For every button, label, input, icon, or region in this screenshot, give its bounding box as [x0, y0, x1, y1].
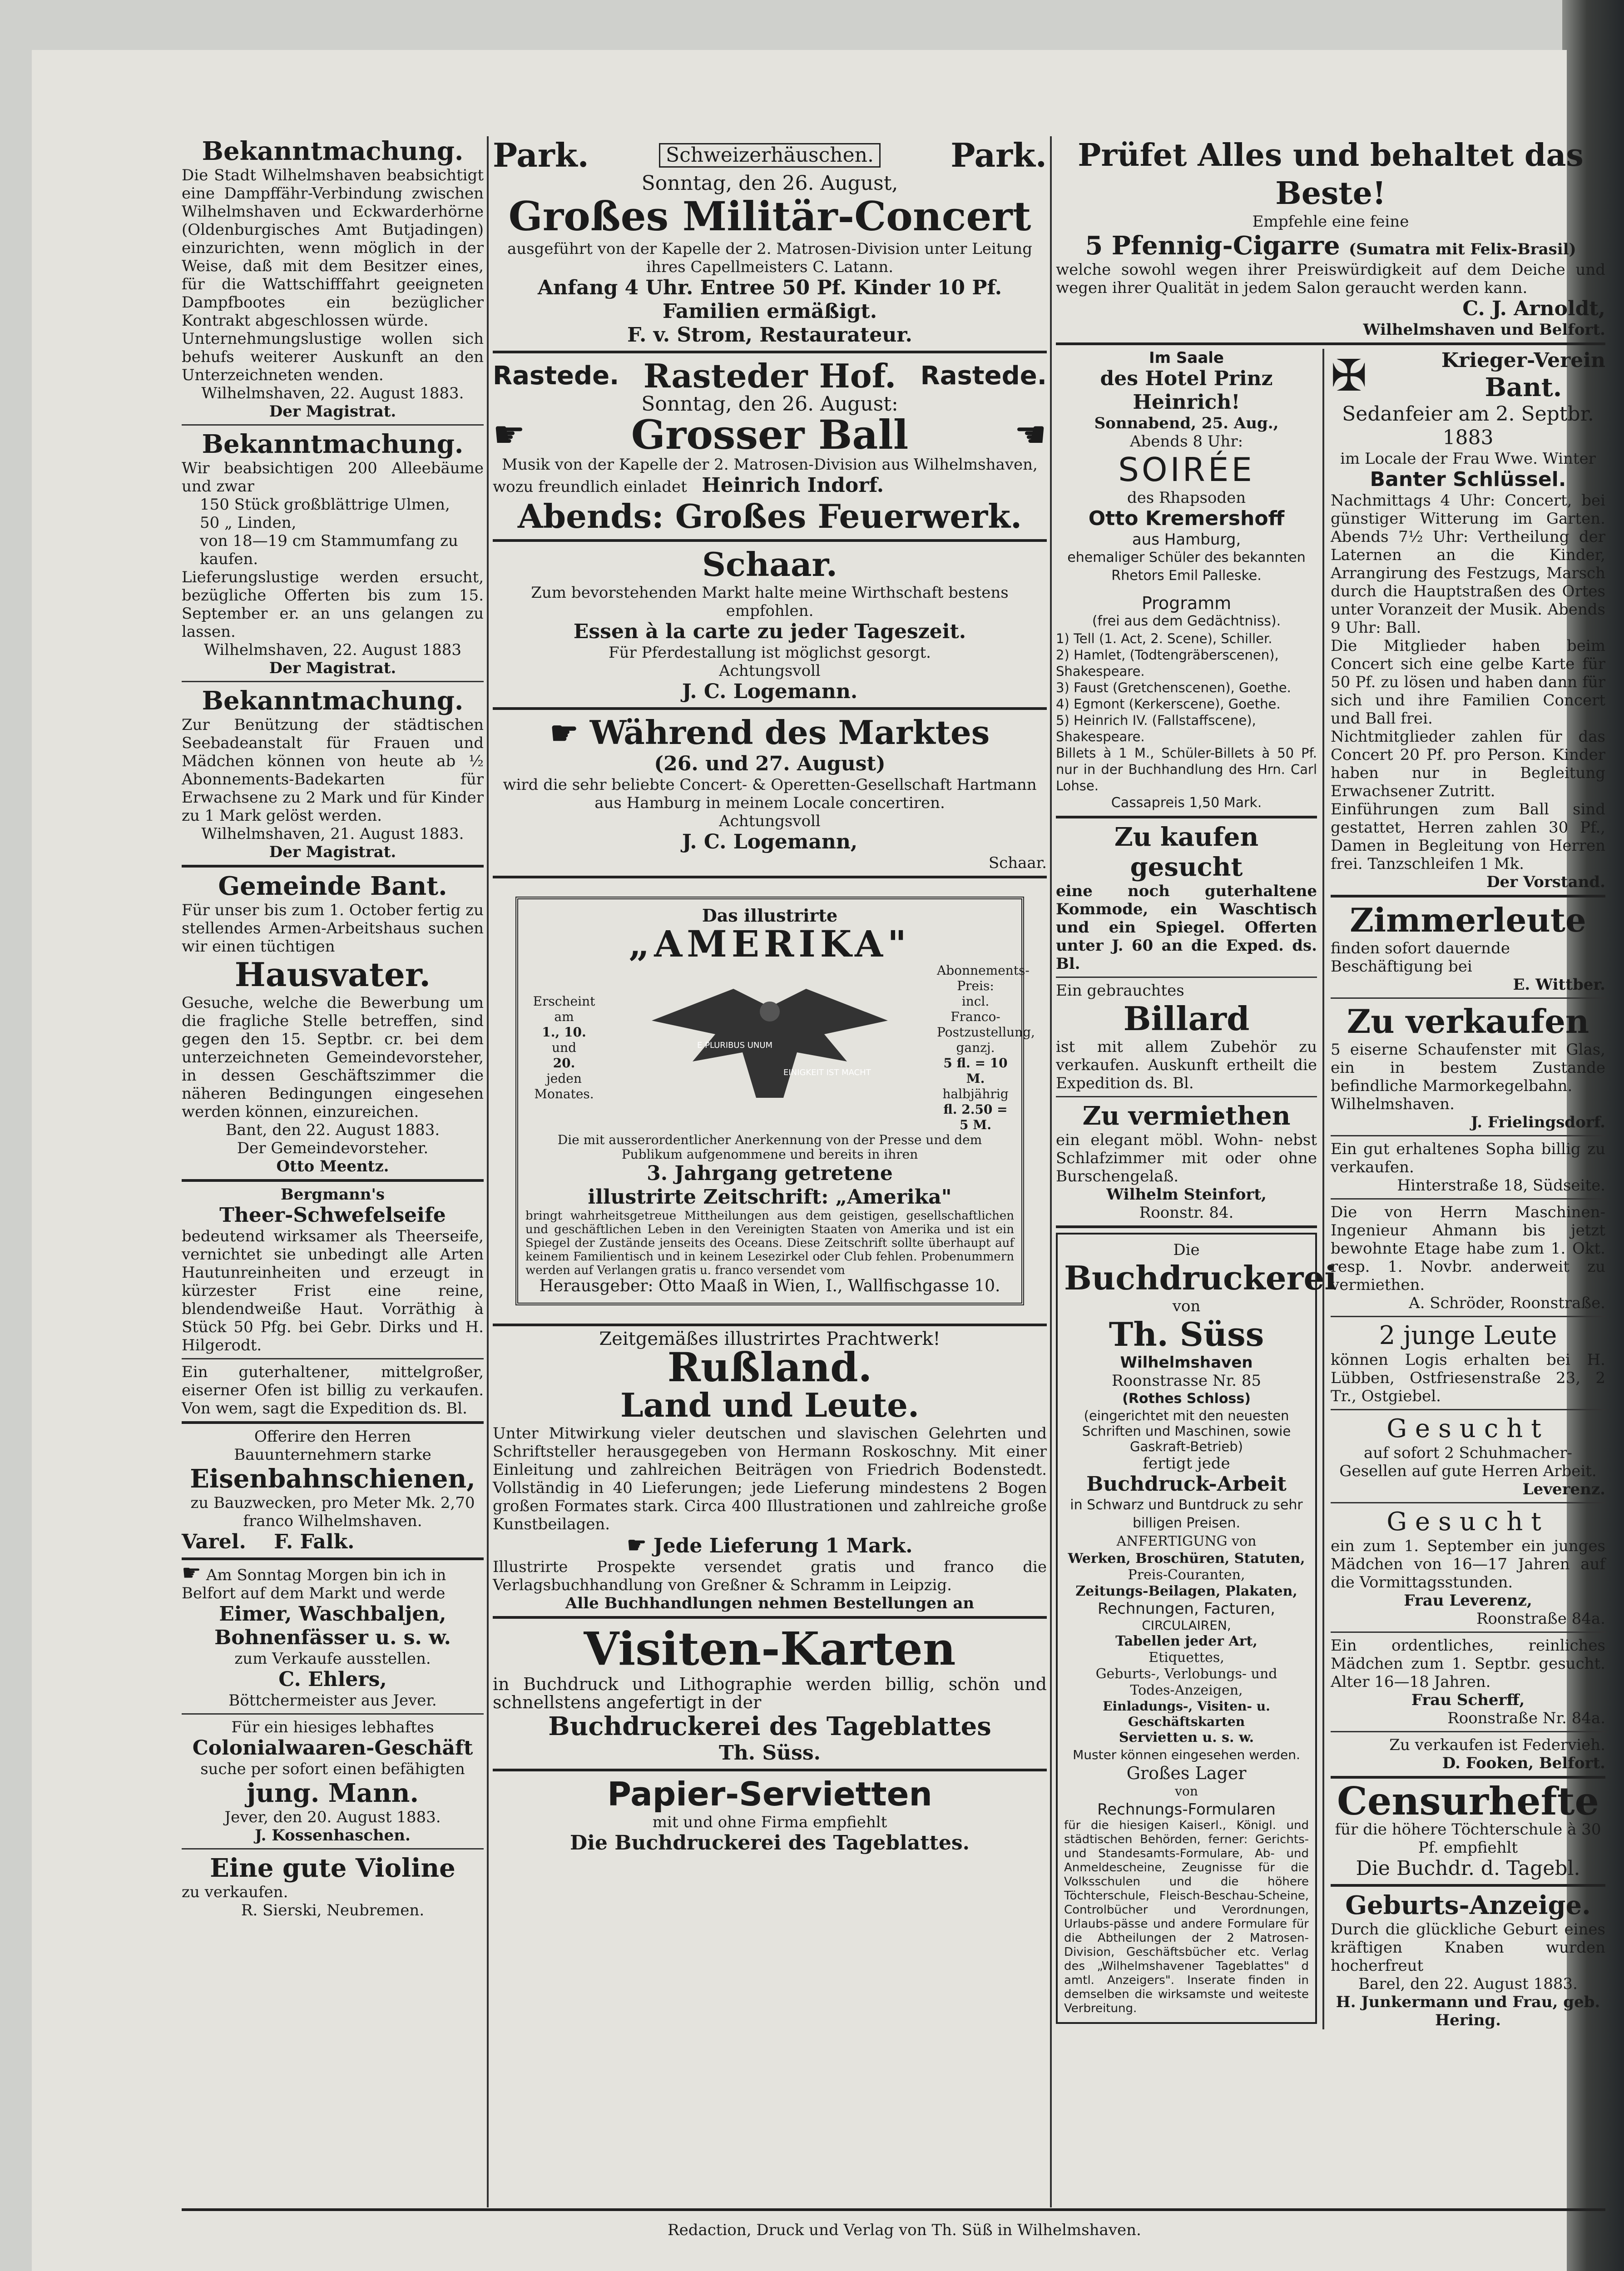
ad-text: 20. [553, 1056, 575, 1071]
divider [493, 876, 1047, 878]
ad-text: 5 eiserne Schaufenster mit Glas, ein in bestem Zustande befindliche Marmorkegelbahn. [1331, 1041, 1605, 1095]
ad-signature [182, 1530, 484, 1554]
divider [182, 865, 484, 868]
ad-text: Unter Mitwirkung vieler deutschen und slavischen Gelehrten und Schriftsteller herausgegeben von Hermann Roskoschny. Mit einer Einleitung und zahlreichen Beiträgen von Friedrich Bodenstedt. Vollständig in 40 Lieferungen; jede Lieferung mindestens 2 Bogen großen Formates stark. Circa 400 Illustrationen und zahlreiche große Kunstbeilagen. [493, 1424, 1047, 1533]
ad-text: können Logis erhalten bei H. Lübben, Ostfriesenstraße 23, 2 Tr., Ostgiebel. [1331, 1351, 1605, 1405]
ad-title: Zu kaufen gesucht [1114, 822, 1259, 882]
ad-headline: Essen à la carte zu jeder Tageszeit. [573, 620, 966, 643]
ad-place: Varel. [182, 1530, 246, 1553]
ad-address: Roonstraße Nr. 84a. [1447, 1709, 1605, 1727]
ad-text: auf sofort 2 Schuhmacher-Gesellen auf gute Herren Arbeit. [1339, 1444, 1597, 1480]
ad-title: Gemeinde Bant. [218, 871, 447, 901]
ad-text: zu Bauzwecken, pro Meter Mk. 2,70 franco Wilhelmshaven. [190, 1494, 475, 1530]
ad-russland [493, 1330, 1047, 1612]
program-item: 4) Egmont (Kerkerscene), Goethe. [1056, 696, 1281, 712]
ad-subtitle: (26. und 27. August) [654, 752, 886, 775]
ad-subtitle: Rechnungs-Formularen [1097, 1800, 1276, 1819]
ad-rooms [1056, 1101, 1317, 1222]
ad-market-concert [493, 714, 1047, 872]
ad-title: Theer-Schwefelseife [219, 1204, 446, 1227]
ad-title: Geburts-Anzeige. [1345, 1890, 1591, 1920]
divider [182, 1358, 484, 1359]
ad-text: mit und ohne Firma empfiehlt [652, 1813, 887, 1831]
ad-title: Visiten-Karten [584, 1622, 956, 1676]
ad-visiting-cards [493, 1622, 1047, 1765]
service-item: Werken, Broschüren, Statuten, [1068, 1551, 1305, 1567]
iron-cross-icon: ✠ [1331, 350, 1367, 401]
ad-header-mid: Schweizerhäuschen. [659, 143, 881, 168]
ad-text: jeden Monates. [534, 1071, 594, 1101]
service-item: Todes-Anzeigen, [1130, 1682, 1243, 1698]
ad-text: bedeutend wirksamer als Theerseife, vernichtet sie unbedingt alle Arten Hautunreinheiten und erzeugt in kürzester Frist eine reine, blendendweiße Haut. Vorräthig à Stück 50 Pfg. bei Gebr. Dirks und H. Hilgerodt. [182, 1227, 484, 1354]
ad-name: F. Falk. [274, 1530, 355, 1553]
ad-floor [1331, 1203, 1605, 1312]
ad-maid [1331, 1636, 1605, 1727]
ad-lodging [1331, 1321, 1605, 1405]
ad-headline: Eisenbahnschienen, [190, 1464, 475, 1494]
ad-text: ist mit allem Zubehör zu verkaufen. Auskunft ertheilt die Expedition ds. Bl. [1056, 1038, 1317, 1092]
ad-headline: Colonialwaaren-Geschäft [192, 1736, 473, 1760]
ad-pre: Das illustrirte [702, 905, 838, 926]
ad-birth [1331, 1890, 1605, 2029]
divider [1331, 997, 1605, 999]
ad-park-concert [493, 136, 1047, 347]
ad-text: incl. Franco-Postzustellung, ganzj. [937, 994, 1035, 1055]
service-item: Etiquettes, [1149, 1650, 1224, 1666]
service-item: Preis-Couranten, [1128, 1567, 1245, 1583]
ad-text: von [1172, 1297, 1201, 1315]
column-right [1056, 136, 1605, 2029]
ad-title: Zu vermiethen [1082, 1101, 1291, 1131]
ad-headline: Eimer, Waschbaljen, Bohnenfässer u. s. w. [214, 1602, 451, 1649]
ad-headline: Buchdruck-Arbeit [1086, 1473, 1287, 1496]
ad-place: Wilhelmshaven und Belfort. [1363, 321, 1605, 339]
ad-headline: Alle Buchhandlungen nehmen Bestellungen an [565, 1594, 975, 1612]
divider [1331, 1135, 1605, 1136]
divider [493, 1616, 1047, 1619]
ad-carpenters [1331, 901, 1605, 994]
ad-billiard [1056, 982, 1317, 1092]
ad-signature: Frau Leverenz, [1404, 1592, 1532, 1610]
ad-address: Hinterstraße 18, Südseite. [1397, 1176, 1605, 1195]
ad-header-right: Park. [951, 136, 1047, 174]
ad-text: Gesuche, welche die Bewerbung um die fragliche Stelle betreffen, sind gegen den 15. Septbr. cr. bei dem unterzeichneten Gemeindevorsteher, in dessen Geschäftszimmer die näheren Bedingungen eingesehen werden können, einzureichen. [182, 994, 484, 1121]
divider [493, 707, 1047, 710]
ad-year: 1883 [1442, 426, 1494, 449]
notice-text: Wir beabsichtigen 200 Alleebäume und zwar [182, 459, 484, 496]
ad-text: Für unser bis zum 1. October fertig zu stellendes Armen-Arbeitshaus suchen wir einen tüchtigen [182, 901, 484, 956]
ad-title: Buchdruckerei [1064, 1259, 1337, 1297]
ad-text: im Locale der Frau Wwe. Winter [1340, 450, 1596, 468]
ad-rastede-ball [493, 357, 1047, 536]
ad-signature: J. C. Logemann. [682, 680, 858, 703]
ad-signature: J. Frielingsdorf. [1471, 1113, 1605, 1131]
notice-text: Lieferungslustige werden ersucht, bezügliche Offerten bis zum 15. September er. an uns gelangen zu lassen. [182, 568, 484, 641]
divider [1331, 1316, 1605, 1317]
ad-headline: Jede Lieferung 1 Mark. [653, 1534, 913, 1557]
ad-title: Während des Marktes [589, 713, 990, 752]
ad-text: in Buchdruck und Lithographie werden billig, schön und schnellstens angefertigt in der [493, 1674, 1047, 1712]
ad-text: 5 fl. = 10 M. [943, 1056, 1008, 1086]
ad-date: Jever, den 20. August 1883. [224, 1808, 441, 1826]
service-item: Rechnungen, Facturen, [1098, 1600, 1275, 1618]
ad-wanted-cobblers [1331, 1414, 1605, 1498]
ad-title: Gesucht [1386, 1507, 1550, 1537]
ad-pre: Die [1173, 1241, 1200, 1259]
ad-signature: E. Wittber. [1513, 976, 1605, 994]
ad-text: Zu verkaufen ist Federvieh. [1389, 1736, 1605, 1754]
ad-signature: J. C. Logemann, [682, 830, 858, 853]
ad-text: Cassapreis 1,50 Mark. [1111, 795, 1262, 811]
divider [1331, 1198, 1605, 1200]
divider [182, 1557, 484, 1560]
notice-signature: Der Magistrat. [269, 843, 396, 861]
divider [1331, 895, 1605, 897]
ad-amerika [515, 897, 1035, 1305]
ad-text: Nichtmitglieder zahlen für das Concert 20 Pf. pro Person. Kinder haben nur in Begleitung Erwachsener Zutritt. [1331, 728, 1605, 800]
ad-text: Muster können eingesehen werden. [1073, 1747, 1300, 1762]
notice-item: 50 „ Linden, [200, 514, 297, 532]
service-item: CIRCULAIREN, [1142, 1618, 1231, 1633]
pointing-hand-icon: ☛ [627, 1532, 647, 1558]
ad-subtitle: Großes Lager [1126, 1763, 1247, 1783]
ad-schaar [493, 545, 1047, 704]
ad-wanted-furniture [1056, 822, 1317, 973]
ad-title: Censurhefte [1337, 1779, 1599, 1824]
ad-title: Gesucht [1386, 1414, 1550, 1443]
ad-text: Durch die glückliche Geburt eines kräftigen Knaben wurden hocherfreut [1331, 1920, 1605, 1975]
ad-address: Roonstr. 84. [1139, 1204, 1234, 1222]
service-item: Geburts-, Verlobungs- und [1095, 1666, 1277, 1682]
ad-text: für die höhere Töchterschule à 30 Pf. empfiehlt [1335, 1820, 1601, 1857]
ad-text: zu verkaufen. [182, 1883, 288, 1901]
ad-sofa [1331, 1140, 1605, 1195]
service-item: Tabellen jeder Art, [1115, 1633, 1258, 1649]
pointing-hand-icon: ☛ [550, 714, 579, 752]
divider [182, 681, 484, 682]
divider [182, 1848, 484, 1850]
ad-signature: Frau Scherff, [1411, 1691, 1525, 1709]
ad-text: (eingerichtet mit den neuesten Schriften und Maschinen, sowie Gaskraft-Betrieb) [1082, 1408, 1291, 1454]
newspaper-page [32, 50, 1605, 2271]
ad-date: Barel, den 22. August 1883. [1358, 1975, 1578, 1993]
ad-title: „AMERIKA" [629, 922, 911, 965]
ad-pre: Im Saale [1149, 349, 1224, 367]
notice-trees [182, 429, 484, 677]
ad-signature: C. Ehlers, [278, 1668, 387, 1691]
ad-text: (Rothes Schloss) [1122, 1391, 1251, 1407]
ad-text: zum Verkaufe ausstellen. [234, 1650, 431, 1668]
ad-headline: Hausvater. [234, 955, 431, 994]
divider [1056, 1096, 1317, 1097]
ad-text: ehemaliger Schüler des bekannten Rhetors Emil Palleske. [1067, 550, 1306, 584]
ad-greeting: Achtungsvoll [719, 812, 821, 830]
ad-address: Roonstraße 84a. [1476, 1610, 1605, 1628]
ad-ehlers [182, 1560, 484, 1710]
ad-text: ein zum 1. September ein junges Mädchen von 16—17 Jahren auf die Vormittagsstunden. [1331, 1537, 1605, 1592]
program-item: 2) Hamlet, (Todtengräberscenen), Shakespeare. [1056, 647, 1279, 679]
notice-date: Wilhelmshaven, 22. August 1883. [201, 384, 464, 402]
ad-soiree [1056, 349, 1337, 2029]
ad-text: Illustrirte Prospekte versendet gratis und franco die Verlagsbuchhandlung von Greßner & Schramm in Leipzig. [493, 1558, 1047, 1594]
ad-text: des Rhapsoden [1127, 489, 1246, 507]
ad-rails [182, 1428, 484, 1554]
ad-title: Bant. [1485, 372, 1562, 402]
ad-text: Familien ermäßigt. [662, 300, 877, 323]
ad-text: suche per sofort einen befähigten [200, 1760, 465, 1778]
ad-text: wozu freundlich einladet [493, 478, 687, 496]
ad-headline: Billard [1123, 999, 1250, 1038]
ad-signature: J. Kossenhaschen. [255, 1826, 411, 1845]
ad-signature: Otto Meentz. [276, 1157, 389, 1175]
ad-publisher: Herausgeber: Otto Maaß in Wien, I., Wallfischgasse 10. [539, 1277, 1000, 1295]
program-item: 5) Heinrich IV. (Fallstaffscene), Shakespeare. [1056, 713, 1256, 744]
divider [1331, 1409, 1605, 1410]
divider [1056, 977, 1317, 978]
ad-signature: Der Vorstand. [1486, 873, 1605, 891]
divider [182, 424, 484, 426]
ad-text: finden sofort dauernde Beschäftigung bei [1331, 939, 1510, 976]
ad-name: Otto Kremershoff [1088, 507, 1285, 530]
ad-violin [182, 1853, 484, 1919]
ad-cigar [1056, 136, 1605, 339]
divider [1056, 1225, 1317, 1228]
ad-text: Nachmittags 4 Uhr: Concert, bei günstiger Witterung im Garten. Abends 7½ Uhr: Vertheilung der Laternen an die Kinder, Arrangirung des Festzugs, Marsch durch die Hauptstraßen des Ortes unter Voranzeit der Musik. Abends 9 Uhr: Ball. [1331, 491, 1605, 637]
ad-date: Sonntag, den 26. August, [641, 172, 898, 195]
ad-title: Krieger-Verein [1441, 349, 1605, 372]
divider [1331, 1731, 1605, 1732]
ad-veterans [1331, 349, 1605, 891]
ad-headline: jung. Mann. [246, 1778, 419, 1808]
ad-signature: C. J. Arnoldt, [1462, 297, 1605, 320]
ad-greeting: Achtungsvoll [719, 662, 821, 680]
ad-signature: Die Buchdruckerei des Tageblattes. [570, 1831, 970, 1854]
ad-text: Anfang 4 Uhr. Entree 50 Pf. Kinder 10 Pf. [537, 276, 1002, 299]
ad-text: (frei aus dem Gedächtniss). [1092, 613, 1281, 629]
program-item: 1) Tell (1. Act, 2. Scene), Schiller. [1056, 631, 1272, 646]
ad-signature: R. Sierski, Neubremen. [241, 1901, 425, 1919]
ad-title: Zimmerleute [1350, 901, 1586, 939]
ad-signature: H. Junkermann und Frau, geb. Hering. [1336, 1993, 1600, 2029]
ad-print-shop [1056, 1233, 1337, 2024]
pointing-hand-icon: ☛ [493, 413, 525, 456]
ad-text: von [1175, 1784, 1198, 1799]
divider [182, 1713, 484, 1715]
notice-text: Unternehmungslustige wollen sich behufs weiterer Auskunft an den Unterzeichneten wenden. [182, 330, 484, 384]
ad-text: ein elegant möbl. Wohn- nebst Schlafzimmer mit oder ohne Burschengelaß. [1056, 1131, 1317, 1185]
ad-pre: Zeitgemäßes illustrirtes Prachtwerk! [599, 1329, 941, 1349]
ad-title: Eine gute Violine [210, 1853, 456, 1883]
service-item: Einladungs-, Visiten- u. Geschäftskarten [1103, 1699, 1270, 1729]
ad-subtitle: (Sumatra mit Felix-Brasil) [1349, 240, 1576, 258]
ad-text: Musik von der Kapelle der 2. Matrosen-Division aus Wilhelmshaven, [502, 456, 1038, 474]
ad-place: Wilhelmshaven. [1331, 1095, 1455, 1113]
ad-text: und [552, 1040, 576, 1055]
eagle-icon [634, 980, 906, 1116]
divider [493, 539, 1047, 542]
ad-date: Bant, den 22. August 1883. [225, 1121, 440, 1139]
ad-report-books [1331, 1779, 1605, 1880]
notice-title: Bekanntmachung. [202, 686, 464, 716]
ad-header-mid: Rasteder Hof. [643, 357, 896, 395]
service-item: Zeitungs-Beilagen, Plakaten, [1075, 1583, 1297, 1599]
ad-place: Wilhelmshaven [1120, 1354, 1253, 1372]
ad-stove [182, 1363, 484, 1418]
ad-text: bringt wahrheitsgetreue Mittheilungen aus dem geistigen, gesellschaftlichen und geschäftlichen Leben in den Vereinigten Staaten von Amerika und ist ein Spiegel der Zustände jenseits des Oceans. Diese Zeitschrift sollte überhaupt auf keinem Familientisch und in keinem Lesezirkel oder Club fehlen. Probenummern werden auf Verlangen gratis u. franco versendet vom [525, 1209, 1014, 1277]
footer-rule [182, 2208, 1605, 2211]
notice-text: Die Stadt Wilhelmshaven beabsichtigt eine Dampffähr-Verbindung zwischen Wilhelmshaven und Eckwarderhörne (Oldenburgisches Amt Butjadingen) einzurichten, wenn möglich in der Weise, daß mit dem Besitzer eines, für die Wattschifffahrt geeigneten Dampfbootes ein bezüglicher Kontrakt abgeschlossen würde. [182, 166, 484, 330]
notice-date: Wilhelmshaven, 22. August 1883 [203, 641, 462, 659]
imprint-footer: Redaction, Druck und Verlag von Th. Süß in Wilhelmshaven. [668, 2221, 1141, 2239]
ad-time: Abends 8 Uhr: [1129, 432, 1243, 451]
ad-text: Für ein hiesiges lebhaftes [231, 1718, 434, 1736]
ad-wanted-girl [1331, 1507, 1605, 1628]
ad-signature-sub: Böttchermeister aus Jever. [228, 1691, 437, 1710]
ad-text: halbjährig [942, 1086, 1009, 1101]
ad-headline: Grosser Ball [631, 411, 909, 458]
notice-item: 150 Stück großblättrige Ulmen, [200, 496, 450, 514]
notice-ferry [182, 136, 484, 421]
ad-headline: Buchdruckerei des Tageblattes [548, 1711, 991, 1741]
banner-text: EINIGKEIT IST MACHT [783, 1068, 871, 1077]
ad-text: ausgeführt von der Kapelle der 2. Matrosen-Division unter Leitung ihres Capellmeisters C. Latann. [507, 240, 1032, 276]
ad-header-left: Park. [493, 136, 589, 174]
ad-place: Schaar. [988, 854, 1047, 872]
ad-title: Prüfet Alles und behaltet das Beste! [1078, 137, 1584, 212]
ad-signature: Th. Süss. [719, 1741, 821, 1765]
ad-text: Ein gebrauchtes [1056, 982, 1184, 1000]
ad-text: Die Mitglieder haben beim Concert sich eine gelbe Karte für 50 Pf. zu lösen und haben dann für sich und ihre Familien Concert und Ball frei. [1331, 637, 1605, 728]
ad-title: des Hotel Prinz Heinrich! [1100, 367, 1273, 414]
ad-headline: illustrirte Zeitschrift: „Amerika" [588, 1185, 952, 1209]
divider [182, 1421, 484, 1424]
ad-signature: A. Schröder, Roonstraße. [1409, 1294, 1605, 1312]
divider [1331, 1884, 1605, 1887]
service-item: Servietten u. s. w. [1119, 1730, 1254, 1745]
ad-signature: Heinrich Indorf. [702, 474, 884, 497]
ad-headline: Abends: Großes Feuerwerk. [517, 497, 1022, 536]
ad-colonial [182, 1718, 484, 1845]
ad-headline: Banter Schlüssel. [1370, 468, 1566, 491]
ad-text: 1., 10. [542, 1025, 586, 1040]
ad-text: Die mit ausserordentlicher Anerkennung von der Presse und dem Publikum aufgenommene und bereits in ihren [557, 1132, 982, 1162]
ad-signature: Wilhelm Steinfort, [1106, 1185, 1267, 1204]
ad-text: Offerire den Herren Bauunternehmern starke [234, 1428, 431, 1464]
ad-for-sale [1331, 1002, 1605, 1131]
divider [1331, 1502, 1605, 1503]
ad-text: Erscheint [533, 994, 595, 1009]
pointing-hand-icon: ☛ [182, 1560, 202, 1586]
ad-headline: SOIRÉE [1118, 451, 1255, 489]
ad-title: 2 junge Leute [1379, 1321, 1557, 1350]
program-item: 3) Faust (Gretchenscenen), Goethe. [1056, 680, 1291, 695]
notice-title: Bekanntmachung. [202, 136, 464, 166]
ad-text: für die hiesigen Kaiserl., Königl. und städtischen Behörden, ferner: Gerichts- und Standesamts-Formulare, Ab- und Anmeldescheine, Zeugnisse für die Volksschulen und die höhere Töchterschule, Fleisch-Beschau-Scheine, Controlbücher und Verordnungen, Urlaubs-pässe und andere Formulare für die Abtheilungen der 2 Matrosen-Division, Geschäftsbücher etc. Verlag des „Wilhelmshavener Tageblattes" d amtl. Anzeigers". Inserate finden in demselben die wirksamste und weiteste Verbreitung. [1064, 1819, 1309, 2015]
ad-text: Am Sonntag Morgen bin ich in Belfort auf dem Markt und werde [182, 1566, 446, 1602]
ad-napkins [493, 1775, 1047, 1855]
column-left [182, 136, 484, 1919]
banner-text: E PLURIBUS UNUM [697, 1041, 773, 1050]
ad-soap [182, 1185, 484, 1354]
ad-text: Billets à 1 M., Schüler-Billets à 50 Pf. nur in der Buchhandlung des Hrn. Carl Lohse. [1056, 745, 1317, 793]
notice-date: Wilhelmshaven, 21. August 1883. [201, 825, 464, 843]
ad-header-left: Rastede. [493, 361, 619, 391]
ad-text: wird die sehr beliebte Concert- & Operetten-Gesellschaft Hartmann aus Hamburg in meinem Locale concertiren. [503, 776, 1037, 812]
column-rule [487, 136, 489, 2207]
divider [1331, 1631, 1605, 1633]
ad-headline: Sedanfeier am 2. Septbr. [1342, 402, 1594, 426]
pointing-hand-left-icon: ☚ [1014, 413, 1047, 456]
divider [1056, 342, 1605, 345]
divider [182, 1179, 484, 1182]
ad-date: Sonntag, den 26. August: [641, 392, 898, 416]
ad-signature: Der Gemeindevorsteher. [237, 1139, 429, 1157]
notice-item: von 18—19 cm Stammumfang zu kaufen. [200, 532, 458, 568]
ad-text: Ein gut erhaltenes Sopha billig zu verkaufen. [1331, 1140, 1605, 1176]
ad-text: in Schwarz und Buntdruck zu sehr billigen Preisen. [1070, 1497, 1303, 1531]
ad-signature: D. Fooken, Belfort. [1442, 1754, 1605, 1772]
ad-text: Abonnements-Preis: [937, 963, 1030, 993]
ad-text: Die von Herrn Maschinen-Ingenieur Ahmann bis jetzt bewohnte Etage habe zum 1. Okt. resp. 1. Novbr. anderweit zu vermiethen. [1331, 1203, 1605, 1294]
ad-text: aus Hamburg, [1132, 531, 1241, 549]
divider [493, 351, 1047, 353]
notice-signature: Der Magistrat. [269, 402, 396, 421]
ad-text: Für Pferdestallung ist möglichst gesorgt. [609, 644, 931, 662]
notice-signature: Der Magistrat. [269, 659, 396, 677]
notice-text: Zur Benützung der städtischen Seebadeanstalt für Frauen und Mädchen können von heute ab ½ Abonnements-Badekarten für Erwachsene zu 2 Mark und für Kinder zu 1 Mark gelöst werden. [182, 716, 484, 825]
notice-baths [182, 686, 484, 861]
ad-text: welche sowohl wegen ihrer Preiswürdigkeit auf dem Deiche und wegen ihrer Qualität in jedem Salon geraucht werden kann. [1056, 261, 1605, 297]
ad-gemeinde-bant [182, 871, 484, 1175]
ad-title: Rußland. [667, 1344, 872, 1391]
ad-poultry [1331, 1736, 1605, 1772]
column-rule [1050, 136, 1052, 2207]
ad-text: fl. 2.50 = 5 M. [943, 1102, 1008, 1132]
ad-text: am [554, 1009, 574, 1024]
ad-text: Ein ordentliches, reinliches Mädchen zum 1. Septbr. gesucht. Alter 16—18 Jahren. [1331, 1636, 1605, 1691]
ad-text: Empfehle eine feine [1252, 213, 1409, 231]
ad-headline: 3. Jahrgang getretene [647, 1162, 893, 1185]
notice-title: Bekanntmachung. [202, 429, 464, 459]
ad-signature: Leverenz. [1522, 1480, 1605, 1498]
ad-brand: Bergmann's [280, 1185, 385, 1204]
divider [493, 1769, 1047, 1771]
ad-text: Zum bevorstehenden Markt halte meine Wirthschaft bestens empfohlen. [531, 584, 1009, 620]
ad-signature: Die Buchdr. d. Tagebl. [1356, 1857, 1580, 1880]
ad-text: Ein guterhaltener, mittelgroßer, eiserner Ofen ist billig zu verkaufen. Von wem, sagt die Expedition ds. Bl. [182, 1363, 484, 1418]
ad-text: fertigt jede [1143, 1454, 1230, 1473]
ad-name: Th. Süss [1109, 1315, 1264, 1354]
column-middle [493, 136, 1047, 1855]
ad-header-right: Rastede. [920, 361, 1047, 391]
ad-text: eine noch guterhaltene Kommode, ein Waschtisch und ein Spiegel. Offerten unter J. 60 an die Exped. ds. Bl. [1056, 882, 1317, 973]
ad-text: Einführungen zum Ball sind gestattet, Herren zahlen 30 Pf., Damen in Begleitung von Herren frei. Tanzschleifen 1 Mk. [1331, 800, 1605, 873]
ad-address: Roonstrasse Nr. 85 [1111, 1372, 1262, 1390]
ad-headline: Großes Militär-Concert [508, 193, 1031, 240]
divider [1056, 816, 1317, 818]
ad-subtitle: Land und Leute. [620, 1386, 920, 1424]
divider [493, 1324, 1047, 1326]
ad-title: Zu verkaufen [1347, 1002, 1589, 1041]
ad-title: Papier-Servietten [607, 1775, 932, 1813]
ad-title: Schaar. [702, 545, 837, 584]
ad-date: Sonnabend, 25. Aug., [1094, 414, 1279, 432]
ad-subtitle: Programm [1141, 593, 1232, 613]
ad-headline: 5 Pfennig-Cigarre [1085, 231, 1340, 261]
ad-signature: F. v. Strom, Restaurateur. [627, 323, 912, 347]
ad-text: ANFERTIGUNG von [1116, 1533, 1257, 1549]
